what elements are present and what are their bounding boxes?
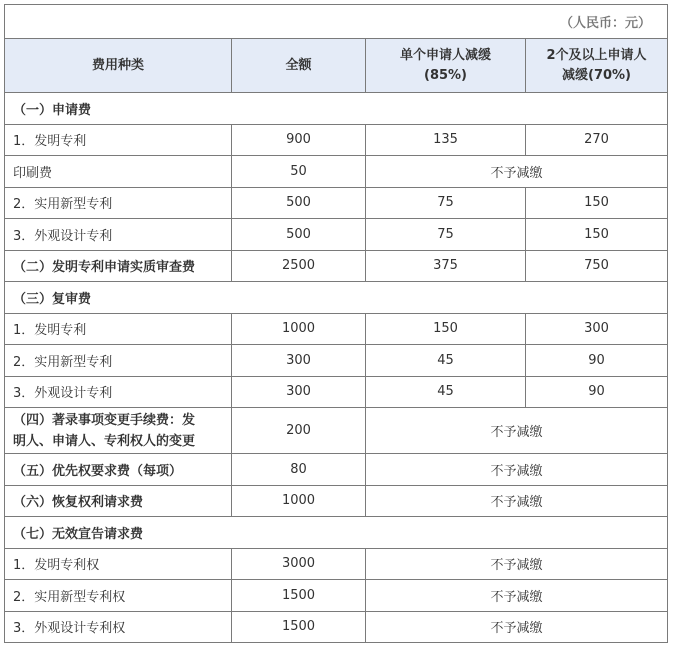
table-row — [5, 408, 668, 454]
section-title: （七）无效宣告请求费 — [5, 517, 668, 549]
table-row — [5, 345, 668, 377]
table-row — [5, 187, 668, 219]
no-reduction-cell: 不予减缴 — [366, 156, 668, 188]
row-label: 印刷费 — [5, 156, 232, 188]
table-row — [5, 219, 668, 251]
full-amount-cell: 300 — [232, 345, 366, 377]
row-label: 3．外观设计专利 — [5, 219, 232, 251]
full-amount-cell: 200 — [232, 408, 366, 454]
section-title: （一）申请费 — [5, 93, 668, 125]
full-amount-cell: 1000 — [232, 485, 366, 517]
no-reduction-cell: 不予减缴 — [366, 580, 668, 612]
full-amount-cell: 80 — [232, 454, 366, 486]
table-row — [5, 376, 668, 408]
row-label-line2: 明人、申请人、专利权人的变更 — [13, 433, 196, 449]
header-single-applicant — [366, 39, 526, 93]
row-label: 1．发明专利权 — [5, 548, 232, 580]
table-row — [5, 580, 668, 612]
multi-reduction-cell: 150 — [526, 187, 668, 219]
row-label: 1．发明专利 — [5, 124, 232, 156]
table-row — [5, 282, 668, 314]
full-amount-cell: 1500 — [232, 611, 366, 643]
multi-reduction-cell: 750 — [526, 250, 668, 282]
full-amount-cell: 300 — [232, 376, 366, 408]
table-row — [5, 156, 668, 188]
header-category: 费用种类 — [5, 39, 232, 93]
no-reduction-cell: 不予减缴 — [366, 611, 668, 643]
multi-reduction-cell: 90 — [526, 376, 668, 408]
full-amount-cell: 900 — [232, 124, 366, 156]
multi-reduction-cell: 270 — [526, 124, 668, 156]
row-label: （六）恢复权利请求费 — [5, 485, 232, 517]
header-single-line2: (85%) — [424, 67, 467, 83]
full-amount-cell: 1500 — [232, 580, 366, 612]
unit-note: （人民币：元） — [5, 5, 668, 39]
row-label: （二）发明专利申请实质审查费 — [5, 250, 232, 282]
single-reduction-cell: 75 — [366, 219, 526, 251]
single-reduction-cell: 135 — [366, 124, 526, 156]
header-row — [5, 39, 668, 93]
multi-reduction-cell: 90 — [526, 345, 668, 377]
row-label: 1．发明专利 — [5, 313, 232, 345]
single-reduction-cell: 45 — [366, 376, 526, 408]
header-multi-line2: 减缓(70%) — [562, 67, 631, 83]
full-amount-cell: 2500 — [232, 250, 366, 282]
row-label: 3．外观设计专利 — [5, 376, 232, 408]
row-label — [5, 408, 232, 454]
single-reduction-cell: 375 — [366, 250, 526, 282]
no-reduction-cell: 不予减缴 — [366, 454, 668, 486]
header-single-line1: 单个申请人减缓 — [399, 47, 491, 63]
full-amount-cell: 50 — [232, 156, 366, 188]
fee-table-container — [4, 4, 667, 643]
section-title: （三）复审费 — [5, 282, 668, 314]
no-reduction-cell: 不予减缴 — [366, 408, 668, 454]
single-reduction-cell: 150 — [366, 313, 526, 345]
full-amount-cell: 1000 — [232, 313, 366, 345]
multi-reduction-cell: 150 — [526, 219, 668, 251]
unit-row — [5, 5, 668, 39]
table-row — [5, 548, 668, 580]
row-label: （五）优先权要求费（每项） — [5, 454, 232, 486]
table-row — [5, 611, 668, 643]
row-label: 2．实用新型专利 — [5, 187, 232, 219]
table-row — [5, 454, 668, 486]
full-amount-cell: 3000 — [232, 548, 366, 580]
row-label-line1: （四）著录事项变更手续费：发 — [13, 412, 196, 428]
row-label: 3．外观设计专利权 — [5, 611, 232, 643]
full-amount-cell: 500 — [232, 219, 366, 251]
multi-reduction-cell: 300 — [526, 313, 668, 345]
table-row — [5, 250, 668, 282]
header-multi-applicant — [526, 39, 668, 93]
single-reduction-cell: 45 — [366, 345, 526, 377]
no-reduction-cell: 不予减缴 — [366, 548, 668, 580]
table-row — [5, 517, 668, 549]
fee-table — [4, 4, 668, 643]
no-reduction-cell: 不予减缴 — [366, 485, 668, 517]
row-label: 2．实用新型专利权 — [5, 580, 232, 612]
single-reduction-cell: 75 — [366, 187, 526, 219]
table-row — [5, 485, 668, 517]
table-row — [5, 124, 668, 156]
header-full-amount: 全额 — [232, 39, 366, 93]
header-multi-line1: 2个及以上申请人 — [546, 47, 647, 63]
row-label: 2．实用新型专利 — [5, 345, 232, 377]
table-row — [5, 93, 668, 125]
table-row — [5, 313, 668, 345]
full-amount-cell: 500 — [232, 187, 366, 219]
